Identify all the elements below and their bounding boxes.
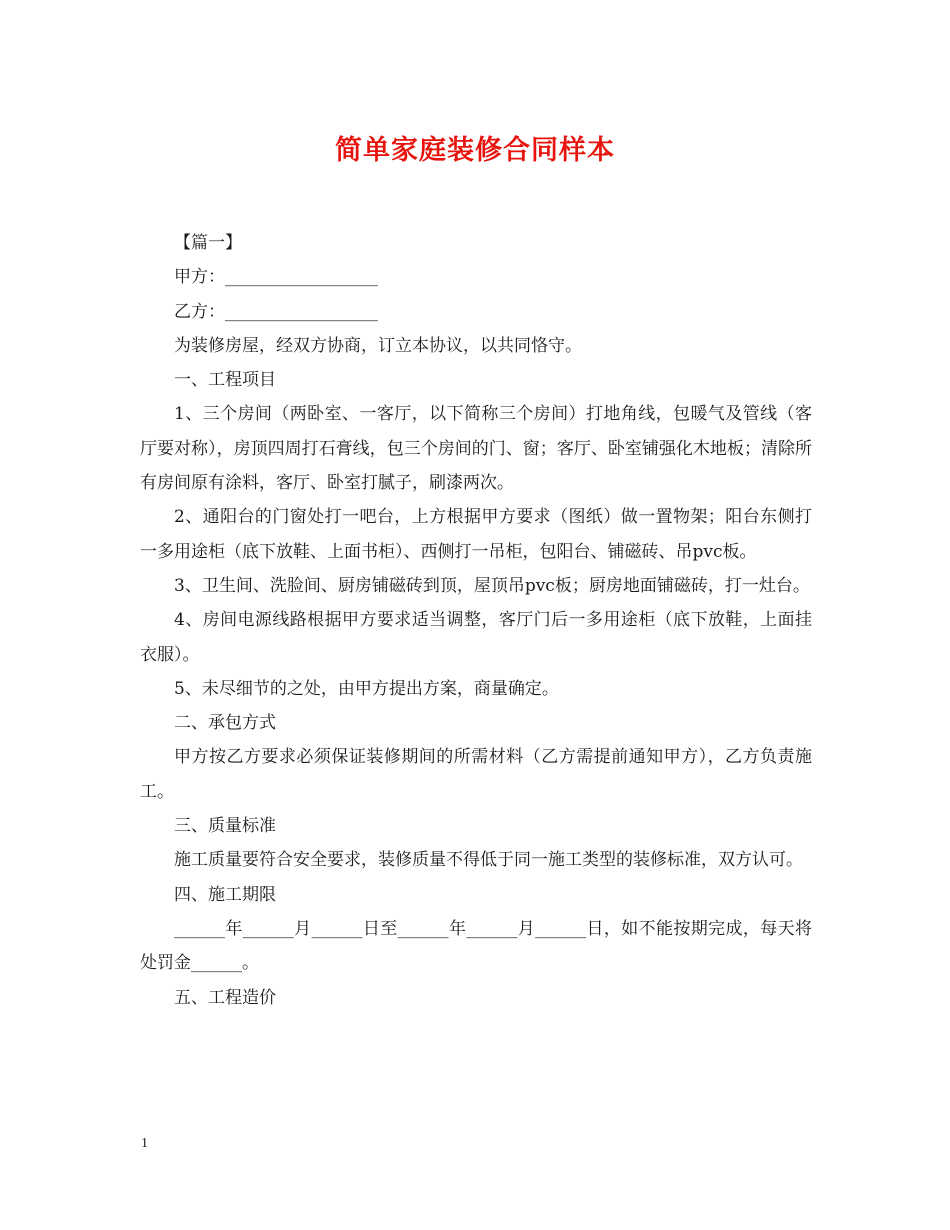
project-item-2: 2、通阳台的门窗处打一吧台，上方根据甲方要求（图纸）做一置物架；阳台东侧打一多用途柜（底下放鞋、上面书柜）、西侧打一吊柜，包阳台、铺磁砖、吊pvc板。: [140, 507, 812, 562]
party-a-field: 甲方：__________________: [174, 267, 378, 288]
document-title: 简单家庭装修合同样本: [335, 135, 615, 166]
section-heading-project: 一、工程项目: [174, 370, 276, 391]
party-b-field: 乙方：__________________: [174, 301, 378, 322]
period-paragraph: ______年______月______日至______年______月______日，如不能按期完成，每天将处罚金______。: [140, 918, 812, 974]
contract-method-paragraph: 甲方按乙方要求必须保证装修期间的所需材料（乙方需提前通知甲方），乙方负责施工。: [140, 747, 812, 802]
project-item-3: 3、卫生间、洗脸间、厨房铺磁砖到顶，屋顶吊pvc板；厨房地面铺磁砖，打一灶台。: [174, 575, 810, 596]
section-heading-quality: 三、质量标准: [174, 816, 276, 837]
section-marker: 【篇一】: [174, 233, 242, 253]
preamble-paragraph: 为装修房屋，经双方协商，订立本协议，以共同恪守。: [174, 335, 582, 356]
project-item-5: 5、未尽细节的之处，由甲方提出方案，商量确定。: [174, 678, 559, 699]
project-item-4: 4、房间电源线路根据甲方要求适当调整，客厅门后一多用途柜（底下放鞋，上面挂衣服）。: [140, 610, 812, 665]
page-number: 1: [141, 1136, 148, 1151]
section-heading-contract-method: 二、承包方式: [174, 713, 276, 734]
section-heading-period: 四、施工期限: [174, 884, 276, 905]
section-heading-cost: 五、工程造价: [174, 987, 276, 1008]
document-body: [140, 226, 812, 1015]
project-item-1: 1、三个房间（两卧室、一客厅，以下简称三个房间）打地角线，包暖气及管线（客厅要对称），房顶四周打石膏线，包三个房间的门、窗；客厅、卧室铺强化木地板；清除所有房间原有涂料，客厅、卧室打腻子，刷漆两次。: [140, 404, 812, 494]
quality-paragraph: 施工质量要符合安全要求，装修质量不得低于同一施工类型的装修标准，双方认可。: [174, 850, 803, 871]
